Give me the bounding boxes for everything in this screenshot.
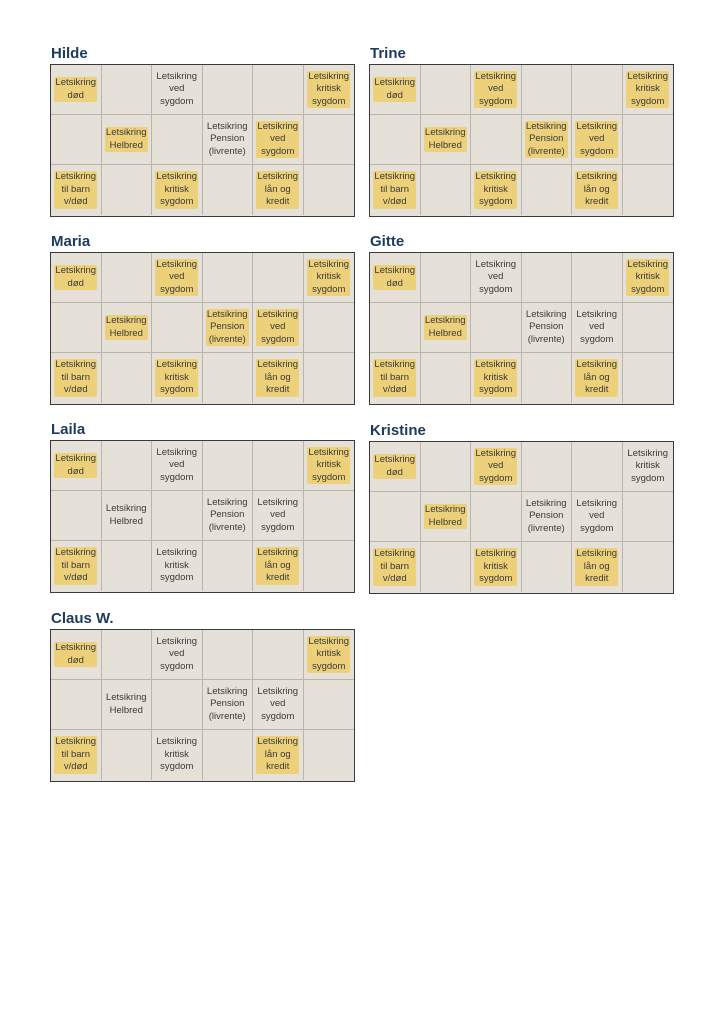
empty-cell xyxy=(370,303,421,353)
empty-cell xyxy=(522,253,573,303)
coverage-label: Letsikring kritisk sygdom xyxy=(475,548,517,585)
coverage-cell-pension xyxy=(203,491,254,541)
empty-cell xyxy=(623,165,674,215)
empty-cell xyxy=(253,441,304,491)
coverage-label: Letsikring Pension (livrente) xyxy=(206,120,248,157)
empty-cell xyxy=(421,353,472,403)
empty-cell xyxy=(471,115,522,165)
empty-cell xyxy=(522,542,573,592)
coverage-label: Letsikring kritisk sygdom xyxy=(627,258,669,295)
empty-cell xyxy=(304,303,355,353)
coverage-cell-kritisk_top xyxy=(623,65,674,115)
coverage-label: Letsikring lån og kredit xyxy=(576,548,618,585)
coverage-cell-barn xyxy=(370,542,421,592)
coverage-label: Letsikring død xyxy=(374,454,416,478)
coverage-cell-helbred xyxy=(102,491,153,541)
coverage-cell-barn xyxy=(370,165,421,215)
coverage-cell-kritisk_top xyxy=(304,253,355,303)
person-block xyxy=(369,44,674,217)
coverage-cell-ved_sygdom_mid xyxy=(572,492,623,542)
coverage-cell-helbred xyxy=(421,303,472,353)
coverage-grid xyxy=(369,64,674,217)
empty-cell xyxy=(522,353,573,403)
coverage-label: Letsikring ved sygdom xyxy=(257,685,299,722)
coverage-cell-dod xyxy=(51,65,102,115)
coverage-label: Letsikring ved sygdom xyxy=(156,635,198,672)
coverage-label: Letsikring ved sygdom xyxy=(257,308,299,345)
coverage-label: Letsikring Pension (livrente) xyxy=(206,308,248,345)
coverage-label: Letsikring Pension (livrente) xyxy=(525,120,567,157)
coverage-label: Letsikring kritisk sygdom xyxy=(475,359,517,396)
empty-cell xyxy=(623,542,674,592)
coverage-cell-laan xyxy=(253,353,304,403)
empty-cell xyxy=(304,730,355,780)
coverage-cell-barn xyxy=(51,730,102,780)
person-block xyxy=(50,609,355,782)
coverage-cell-laan xyxy=(253,165,304,215)
coverage-label: Letsikring kritisk sygdom xyxy=(308,258,350,295)
coverage-cell-kritisk_bottom xyxy=(471,542,522,592)
coverage-label: Letsikring til barn v/død xyxy=(55,547,97,584)
coverage-label: Letsikring ved sygdom xyxy=(576,497,618,534)
coverage-label: Letsikring lån og kredit xyxy=(257,359,299,396)
coverage-label: Letsikring Helbred xyxy=(105,692,147,716)
empty-cell xyxy=(304,115,355,165)
coverage-label: Letsikring død xyxy=(55,265,97,289)
coverage-label: Letsikring til barn v/død xyxy=(374,359,416,396)
empty-cell xyxy=(203,730,254,780)
coverage-cell-kritisk_top xyxy=(623,253,674,303)
empty-cell xyxy=(522,442,573,492)
person-block xyxy=(50,420,355,593)
empty-cell xyxy=(51,303,102,353)
coverage-cell-sygdom xyxy=(471,442,522,492)
coverage-cell-sygdom xyxy=(471,253,522,303)
coverage-cell-ved_sygdom_mid xyxy=(572,115,623,165)
coverage-cell-laan xyxy=(253,730,304,780)
empty-cell xyxy=(152,303,203,353)
empty-cell xyxy=(623,115,674,165)
coverage-label: Letsikring kritisk sygdom xyxy=(308,446,350,483)
coverage-label: Letsikring død xyxy=(374,77,416,101)
coverage-label: Letsikring kritisk sygdom xyxy=(627,447,669,484)
person-name: Claus W. xyxy=(51,610,114,627)
empty-cell xyxy=(623,353,674,403)
empty-cell xyxy=(102,253,153,303)
empty-cell xyxy=(370,115,421,165)
coverage-cell-pension xyxy=(203,115,254,165)
empty-cell xyxy=(102,541,153,591)
coverage-cell-laan xyxy=(572,353,623,403)
empty-cell xyxy=(102,353,153,403)
coverage-cell-helbred xyxy=(102,115,153,165)
person-name: Hilde xyxy=(51,45,88,62)
coverage-label: Letsikring Helbred xyxy=(105,503,147,527)
person-block xyxy=(369,232,674,405)
empty-cell xyxy=(623,492,674,542)
coverage-cell-laan xyxy=(572,165,623,215)
coverage-cell-barn xyxy=(51,353,102,403)
empty-cell xyxy=(51,115,102,165)
empty-cell xyxy=(304,541,355,591)
coverage-cell-helbred xyxy=(421,492,472,542)
coverage-cell-kritisk_bottom xyxy=(471,165,522,215)
coverage-label: Letsikring kritisk sygdom xyxy=(475,171,517,208)
coverage-label: Letsikring kritisk sygdom xyxy=(156,171,198,208)
coverage-cell-pension xyxy=(522,115,573,165)
coverage-label: Letsikring til barn v/død xyxy=(374,171,416,208)
empty-cell xyxy=(102,730,153,780)
coverage-label: Letsikring ved sygdom xyxy=(475,258,517,295)
coverage-cell-pension xyxy=(203,303,254,353)
empty-cell xyxy=(304,491,355,541)
coverage-grid xyxy=(50,64,355,217)
empty-cell xyxy=(421,165,472,215)
coverage-label: Letsikring lån og kredit xyxy=(257,736,299,773)
coverage-grid xyxy=(369,441,674,594)
coverage-label: Letsikring Pension (livrente) xyxy=(525,497,567,534)
empty-cell xyxy=(152,491,203,541)
coverage-label: Letsikring kritisk sygdom xyxy=(308,70,350,107)
empty-cell xyxy=(370,492,421,542)
coverage-cell-pension xyxy=(522,303,573,353)
empty-cell xyxy=(203,441,254,491)
coverage-grid xyxy=(50,252,355,405)
empty-cell xyxy=(421,253,472,303)
coverage-cell-sygdom xyxy=(152,630,203,680)
coverage-cell-dod xyxy=(51,630,102,680)
empty-cell xyxy=(304,165,355,215)
coverage-cell-dod xyxy=(370,65,421,115)
empty-cell xyxy=(253,253,304,303)
coverage-cell-kritisk_bottom xyxy=(152,730,203,780)
coverage-label: Letsikring kritisk sygdom xyxy=(156,359,198,396)
coverage-cell-sygdom xyxy=(471,65,522,115)
empty-cell xyxy=(102,165,153,215)
coverage-label: Letsikring kritisk sygdom xyxy=(308,635,350,672)
empty-cell xyxy=(522,65,573,115)
empty-cell xyxy=(421,542,472,592)
coverage-cell-barn xyxy=(370,353,421,403)
coverage-cell-dod xyxy=(51,253,102,303)
coverage-label: Letsikring lån og kredit xyxy=(576,359,618,396)
empty-cell xyxy=(152,680,203,730)
person-block xyxy=(50,44,355,217)
coverage-label: Letsikring ved sygdom xyxy=(576,308,618,345)
coverage-label: Letsikring død xyxy=(55,453,97,477)
coverage-cell-sygdom xyxy=(152,441,203,491)
coverage-label: Letsikring ved sygdom xyxy=(475,70,517,107)
coverage-label: Letsikring død xyxy=(374,265,416,289)
empty-cell xyxy=(471,303,522,353)
coverage-label: Letsikring lån og kredit xyxy=(257,171,299,208)
coverage-cell-barn xyxy=(51,165,102,215)
coverage-label: Letsikring ved sygdom xyxy=(257,496,299,533)
coverage-label: Letsikring Pension (livrente) xyxy=(525,308,567,345)
empty-cell xyxy=(421,65,472,115)
person-name: Maria xyxy=(51,233,91,250)
coverage-cell-laan xyxy=(253,541,304,591)
empty-cell xyxy=(623,303,674,353)
coverage-label: Letsikring lån og kredit xyxy=(257,547,299,584)
coverage-cell-dod xyxy=(370,442,421,492)
empty-cell xyxy=(152,115,203,165)
coverage-grid xyxy=(50,440,355,593)
coverage-grid xyxy=(369,252,674,405)
coverage-label: Letsikring Pension (livrente) xyxy=(206,685,248,722)
empty-cell xyxy=(203,65,254,115)
coverage-label: Letsikring ved sygdom xyxy=(475,447,517,484)
empty-cell xyxy=(51,680,102,730)
empty-cell xyxy=(102,630,153,680)
coverage-cell-dod xyxy=(370,253,421,303)
coverage-label: Letsikring ved sygdom xyxy=(257,120,299,157)
person-name: Laila xyxy=(51,421,86,438)
coverage-cell-ved_sygdom_mid xyxy=(253,491,304,541)
coverage-label: Letsikring ved sygdom xyxy=(156,70,198,107)
coverage-cell-sygdom xyxy=(152,65,203,115)
coverage-label: Letsikring ved sygdom xyxy=(576,120,618,157)
coverage-cell-kritisk_top xyxy=(304,65,355,115)
coverage-cell-dod xyxy=(51,441,102,491)
coverage-label: Letsikring Pension (livrente) xyxy=(206,496,248,533)
coverage-label: Letsikring Helbred xyxy=(105,315,147,339)
coverage-cell-ved_sygdom_mid xyxy=(572,303,623,353)
empty-cell xyxy=(102,65,153,115)
coverage-label: Letsikring til barn v/død xyxy=(55,359,97,396)
coverage-cell-ved_sygdom_mid xyxy=(253,115,304,165)
coverage-cell-kritisk_top xyxy=(304,630,355,680)
empty-cell xyxy=(203,253,254,303)
empty-cell xyxy=(203,541,254,591)
coverage-cell-kritisk_bottom xyxy=(471,353,522,403)
empty-cell xyxy=(572,442,623,492)
empty-cell xyxy=(304,353,355,403)
coverage-label: Letsikring Helbred xyxy=(424,127,466,151)
coverage-label: Letsikring kritisk sygdom xyxy=(156,736,198,773)
coverage-grid xyxy=(50,629,355,782)
coverage-cell-kritisk_top xyxy=(623,442,674,492)
coverage-cell-helbred xyxy=(102,680,153,730)
empty-cell xyxy=(253,65,304,115)
coverage-cell-helbred xyxy=(102,303,153,353)
person-name: Gitte xyxy=(370,233,405,250)
coverage-cell-laan xyxy=(572,542,623,592)
empty-cell xyxy=(471,492,522,542)
empty-cell xyxy=(203,165,254,215)
coverage-label: Letsikring ved sygdom xyxy=(156,258,198,295)
empty-cell xyxy=(572,253,623,303)
coverage-label: Letsikring Helbred xyxy=(424,504,466,528)
coverage-cell-kritisk_bottom xyxy=(152,353,203,403)
coverage-cell-kritisk_bottom xyxy=(152,165,203,215)
person-name: Kristine xyxy=(370,422,426,439)
empty-cell xyxy=(572,65,623,115)
coverage-cell-helbred xyxy=(421,115,472,165)
person-name: Trine xyxy=(370,45,406,62)
person-block xyxy=(50,232,355,405)
empty-cell xyxy=(253,630,304,680)
coverage-label: Letsikring kritisk sygdom xyxy=(627,70,669,107)
coverage-label: Letsikring ved sygdom xyxy=(156,446,198,483)
coverage-cell-sygdom xyxy=(152,253,203,303)
coverage-cell-barn xyxy=(51,541,102,591)
coverage-label: Letsikring til barn v/død xyxy=(374,548,416,585)
coverage-cell-kritisk_top xyxy=(304,441,355,491)
coverage-label: Letsikring død xyxy=(55,642,97,666)
coverage-cell-kritisk_bottom xyxy=(152,541,203,591)
coverage-label: Letsikring til barn v/død xyxy=(55,171,97,208)
coverage-cell-ved_sygdom_mid xyxy=(253,680,304,730)
coverage-label: Letsikring Helbred xyxy=(105,127,147,151)
coverage-label: Letsikring Helbred xyxy=(424,315,466,339)
coverage-label: Letsikring til barn v/død xyxy=(55,736,97,773)
empty-cell xyxy=(304,680,355,730)
person-block xyxy=(369,421,674,594)
coverage-cell-ved_sygdom_mid xyxy=(253,303,304,353)
empty-cell xyxy=(51,491,102,541)
coverage-cell-pension xyxy=(203,680,254,730)
empty-cell xyxy=(421,442,472,492)
empty-cell xyxy=(203,630,254,680)
coverage-label: Letsikring kritisk sygdom xyxy=(156,547,198,584)
empty-cell xyxy=(522,165,573,215)
empty-cell xyxy=(203,353,254,403)
coverage-label: Letsikring død xyxy=(55,77,97,101)
empty-cell xyxy=(102,441,153,491)
coverage-cell-pension xyxy=(522,492,573,542)
coverage-label: Letsikring lån og kredit xyxy=(576,171,618,208)
